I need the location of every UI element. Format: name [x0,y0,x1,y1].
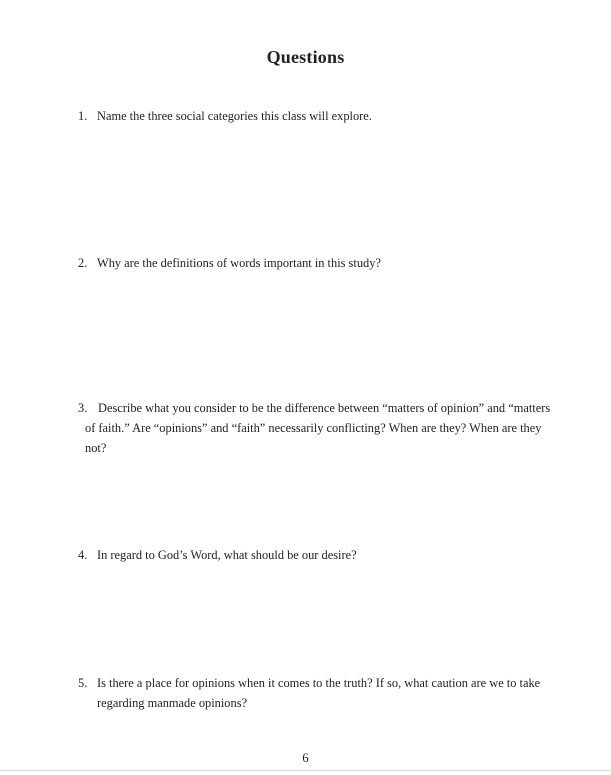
question-text: In regard to God’s Word, what should be our desire? [97,548,357,562]
question-3 [78,398,558,458]
question-text: Is there a place for opinions when it comes to the truth? If so, what caution are we to take regarding manmade opinions? [97,676,541,710]
page-bottom-rule [0,770,611,771]
page-title: Questions [266,47,345,67]
question-text: Describe what you consider to be the difference between “matters of opinion” and “matters of faith.” Are “opinions” and “faith” necessarily conflicting? When are they? When are they not? [85,401,551,455]
question-number: 2. [78,256,88,270]
question-number: 4. [78,548,88,562]
question-number: 3. [78,401,88,415]
question-5 [78,673,558,713]
question-4 [78,545,558,565]
question-2 [78,253,558,273]
question-number: 5. [78,676,88,690]
page-number: 6 [302,750,309,765]
question-text: Name the three social categories this class will explore. [97,109,372,123]
question-number: 1. [78,109,88,123]
question-1 [78,106,558,126]
question-text: Why are the definitions of words important in this study? [97,256,381,270]
